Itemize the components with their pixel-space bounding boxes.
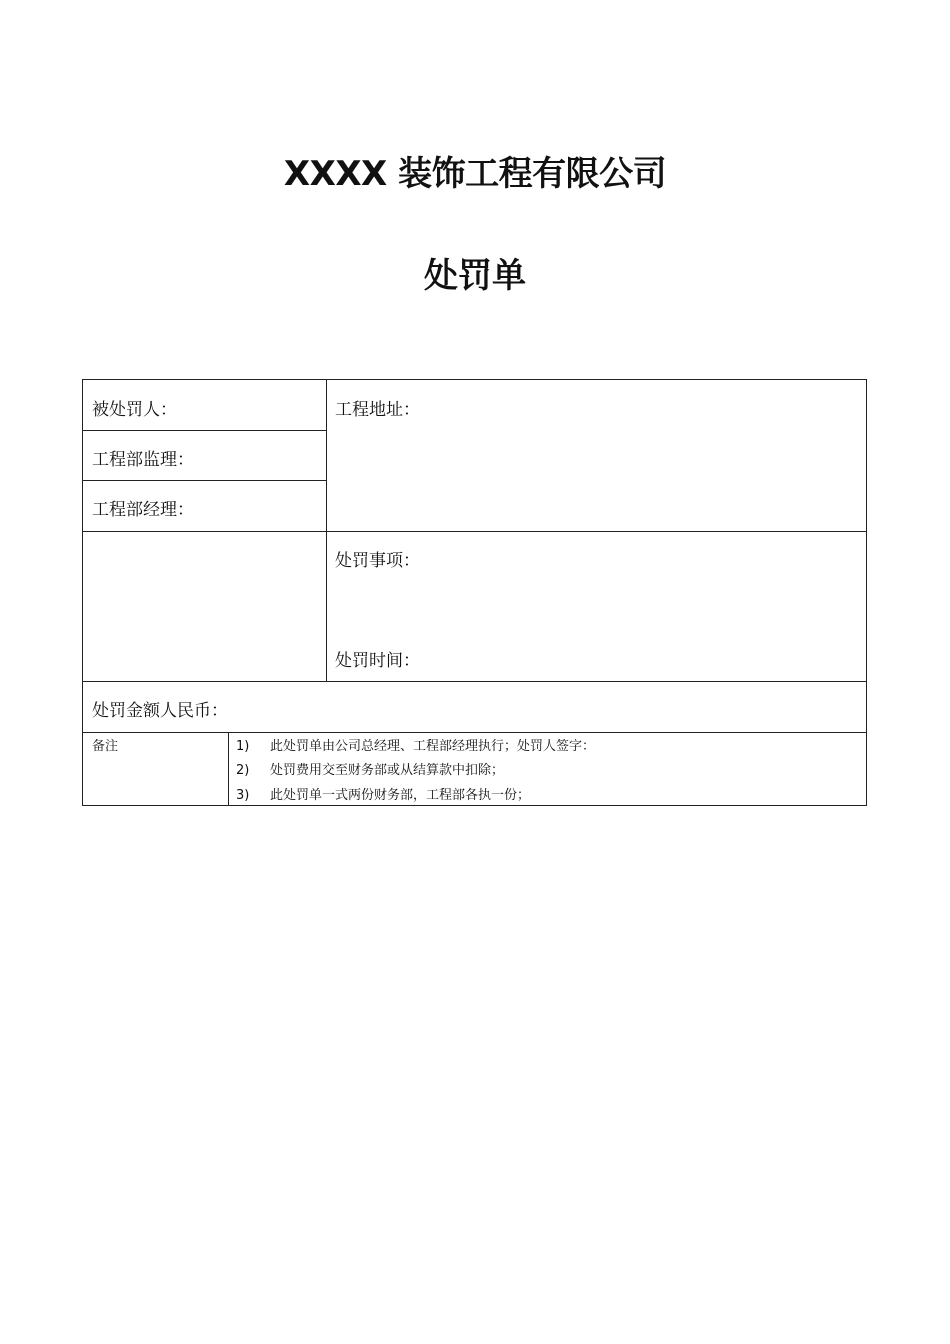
supervisor-label: 工程部监理： [92, 450, 194, 470]
penalty-time-label: 处罚时间： [335, 651, 420, 671]
penalty-form-table [82, 379, 867, 806]
note-number: 1) [236, 739, 250, 754]
penalized-person-label: 被处罚人： [92, 400, 177, 420]
manager-label: 工程部经理： [92, 500, 194, 520]
company-name: XXXX 装饰工程有限公司 [283, 154, 667, 194]
note-text: 此处罚单由公司总经理、工程部经理执行；处罚人签字： [270, 739, 596, 754]
note-number: 2) [236, 763, 250, 778]
note-number: 3) [236, 788, 250, 803]
note-text: 处罚费用交至财务部或从结算款中扣除； [270, 763, 505, 778]
row-divider [83, 681, 866, 682]
notes-label: 备注 [92, 739, 119, 754]
row-divider [83, 531, 866, 532]
project-address-label: 工程地址： [335, 400, 420, 420]
row-divider [83, 480, 326, 481]
note-text: 此处罚单一式两份财务部，工程部各执一份； [270, 788, 531, 803]
row-divider [83, 430, 326, 431]
column-divider [228, 732, 229, 805]
column-divider [326, 380, 327, 681]
row-divider [83, 732, 866, 733]
document-title: 处罚单 [424, 256, 526, 296]
penalty-amount-label: 处罚金额人民币： [92, 701, 228, 721]
penalty-matter-label: 处罚事项： [335, 551, 420, 571]
